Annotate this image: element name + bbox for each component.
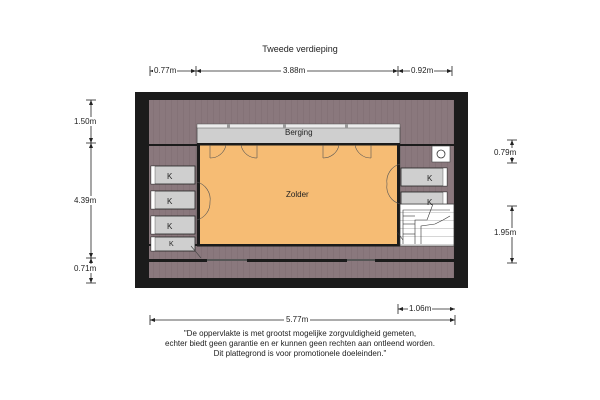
- cupboard-label: K: [167, 172, 173, 181]
- cupboard-label: K: [167, 197, 173, 206]
- cupboard-label: K: [427, 174, 433, 183]
- dim-top-middle: 3.88m: [283, 66, 306, 75]
- dim-left-top: 1.50m: [74, 117, 97, 126]
- disclaimer: [60, 329, 540, 359]
- dim-left-middle: 4.39m: [74, 196, 97, 205]
- dim-bottom-total: 5.77m: [286, 315, 309, 324]
- cupboard-label: K: [427, 198, 433, 207]
- disclaimer-line: Dit plattegrond is voor promotionele doeleinden.": [213, 349, 387, 358]
- dim-right-top: 0.79m: [494, 148, 517, 157]
- dim-top-right: 0.92m: [411, 66, 434, 75]
- dim-top-left: 0.77m: [154, 66, 177, 75]
- dim-left-bottom: 0.71m: [74, 264, 97, 273]
- disclaimer-line: echter biedt geen garantie en er kunnen geen rechten aan ontleend worden.: [165, 339, 435, 348]
- dim-right-bottom: 1.95m: [494, 228, 517, 237]
- dim-bottom-right: 1.06m: [409, 304, 432, 313]
- floor-title: Tweede verdieping: [262, 44, 338, 54]
- cupboard-label: K: [169, 241, 174, 248]
- cupboard-label: K: [167, 222, 173, 231]
- disclaimer-line: "De oppervlakte is met grootst mogelijke zorgvuldigheid gemeten,: [183, 329, 417, 338]
- room-label-berging: Berging: [285, 128, 313, 137]
- room-label-zolder: Zolder: [286, 190, 309, 199]
